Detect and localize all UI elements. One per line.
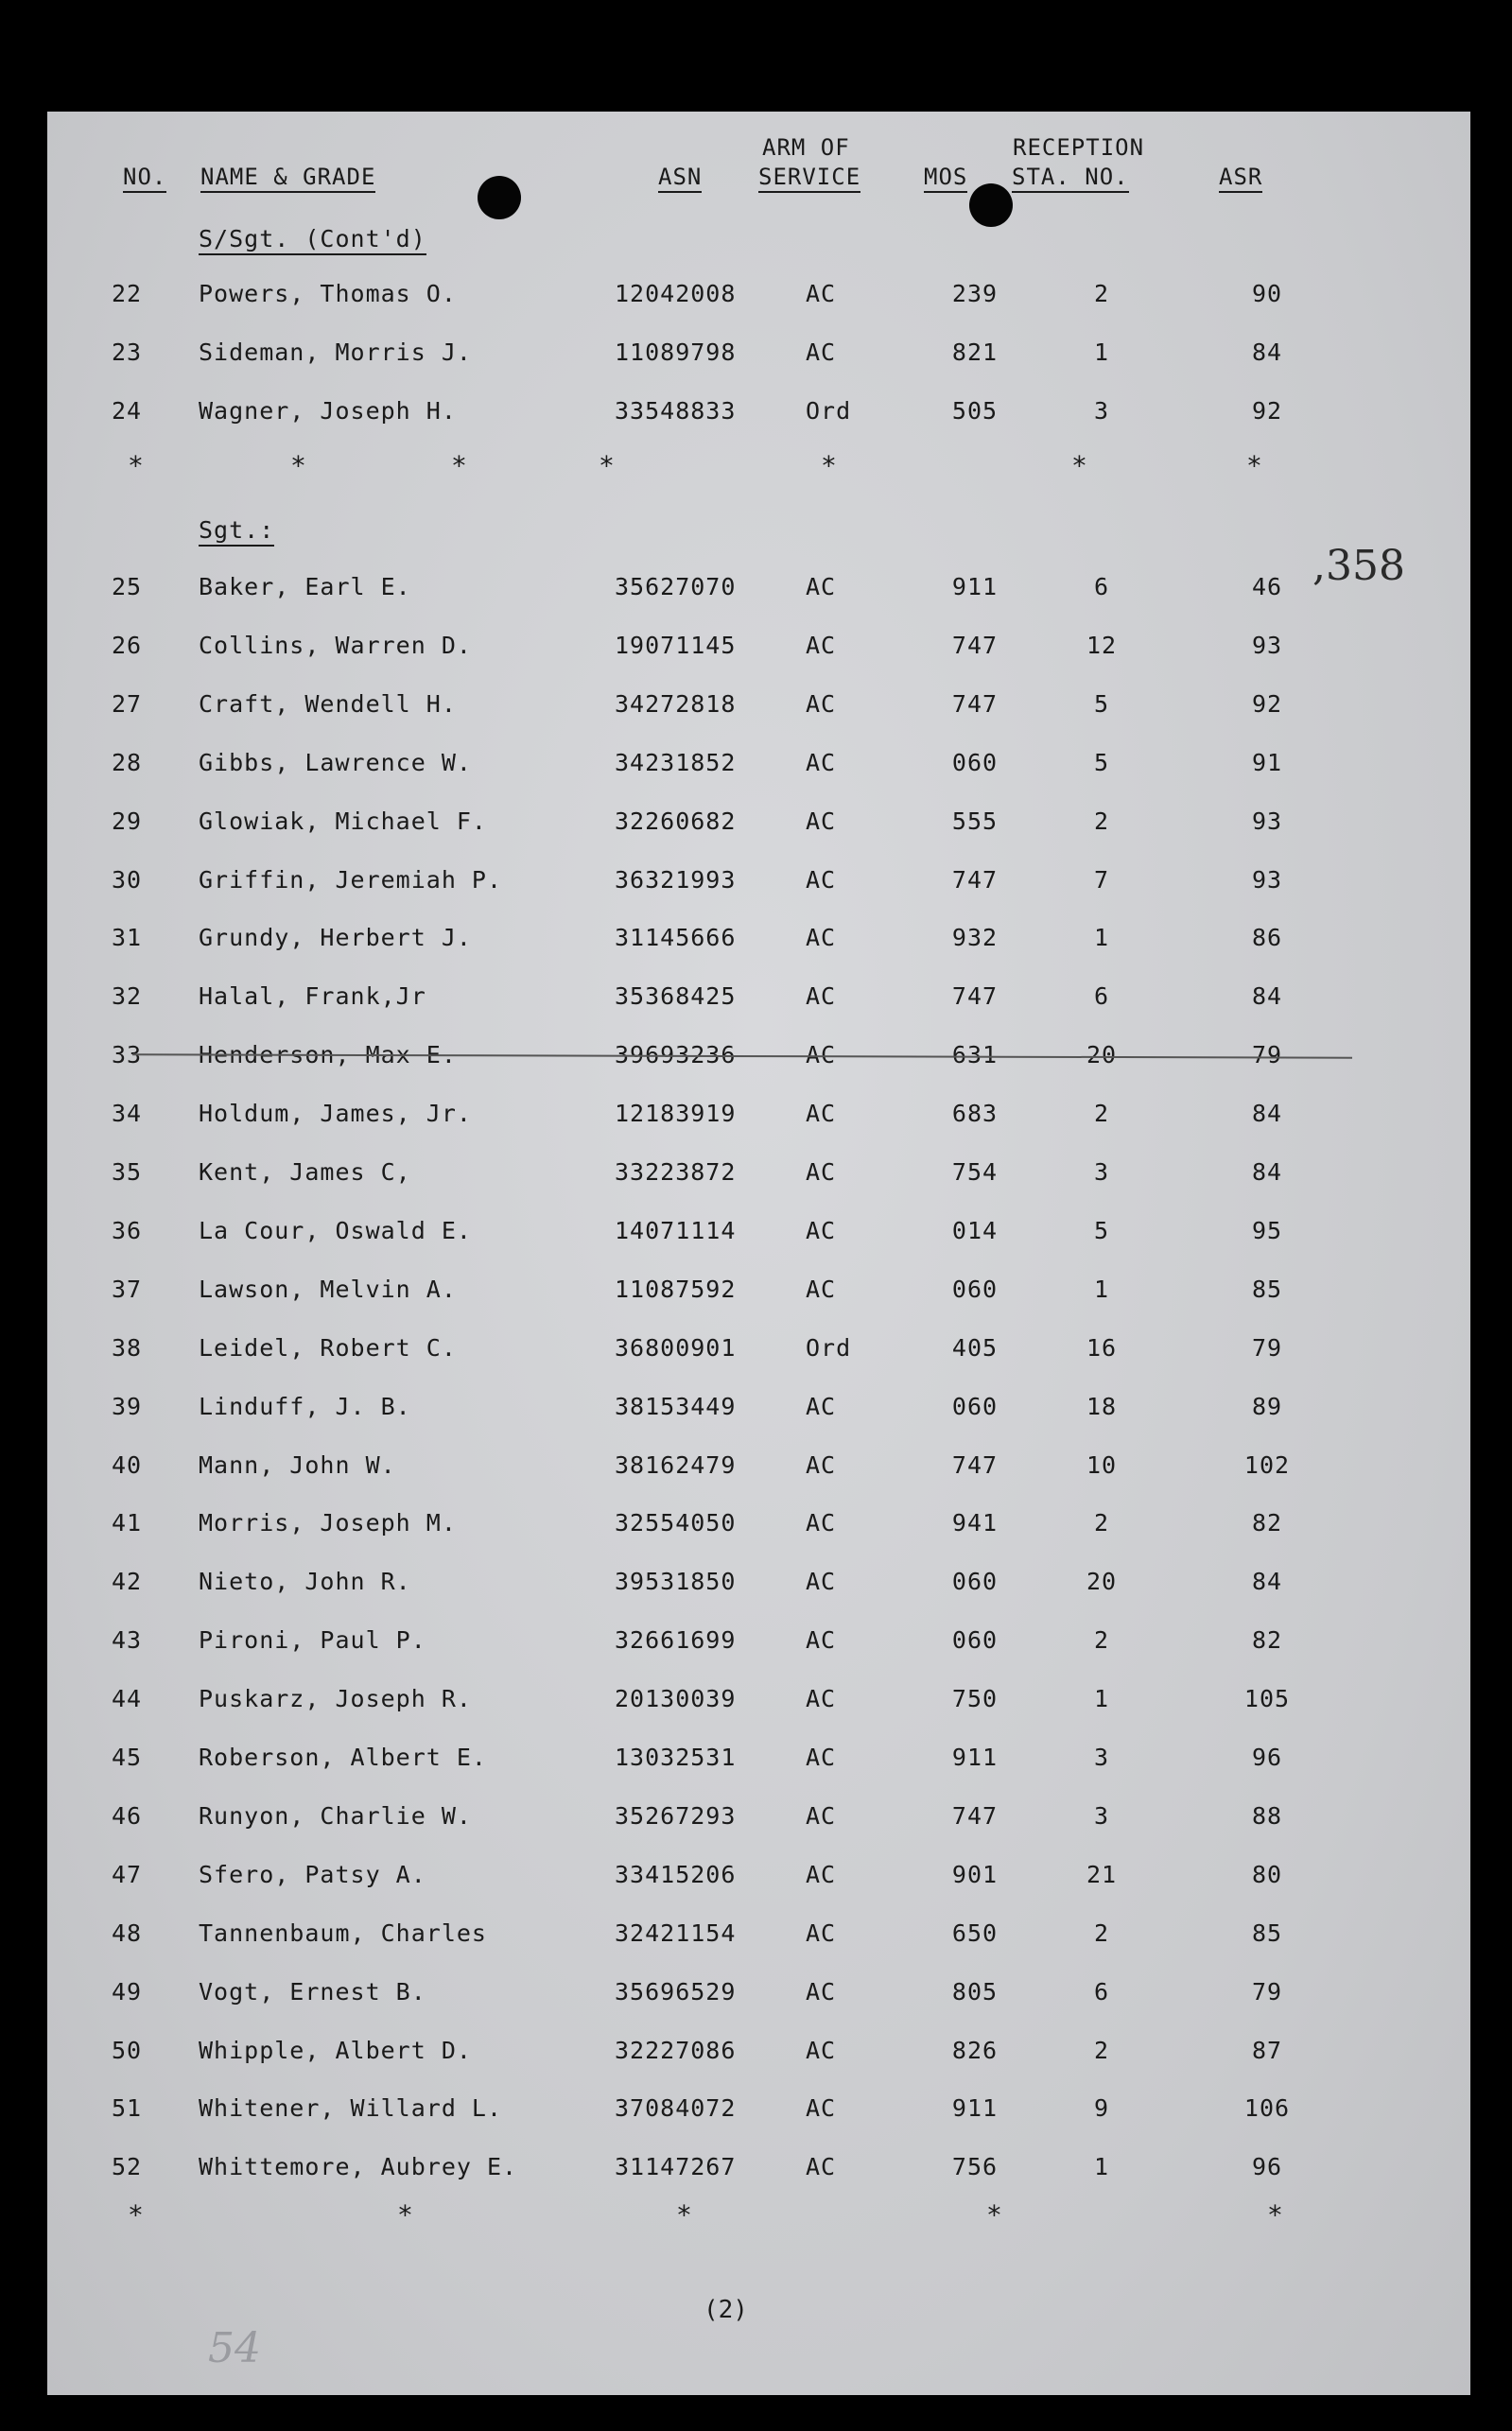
row-number: 52 [112, 2153, 143, 2181]
row-number: 46 [112, 1801, 143, 1830]
row-arm-of-service: AC [806, 1509, 837, 1537]
row-mos: 683 [951, 1100, 999, 1128]
document-page [47, 112, 1470, 2395]
row-asn: 34231852 [615, 748, 737, 776]
row-name-grade: Lawson, Melvin A. [199, 1275, 457, 1303]
row-number: 31 [112, 924, 143, 952]
row-number: 50 [112, 2036, 143, 2064]
row-asn: 31147267 [615, 2153, 737, 2181]
row-reception-station: 10 [1086, 1450, 1118, 1479]
header-reception-line1: RECEPTION [1013, 134, 1145, 161]
row-arm-of-service: AC [806, 1100, 837, 1128]
row-asn: 36800901 [615, 1333, 737, 1362]
row-number: 23 [112, 338, 143, 366]
separator-star: * [1267, 2199, 1283, 2231]
row-asr: 82 [1251, 1626, 1283, 1655]
row-arm-of-service: AC [806, 573, 837, 600]
row-name-grade: Craft, Wendell H. [199, 689, 457, 718]
header-no: NO. [123, 164, 166, 193]
row-asr: 95 [1251, 1216, 1283, 1244]
row-name-grade: Collins, Warren D. [199, 631, 472, 659]
row-asr: 79 [1251, 1333, 1283, 1362]
row-reception-station: 6 [1093, 982, 1110, 1011]
row-asr: 96 [1251, 2153, 1283, 2181]
row-arm-of-service: AC [806, 1977, 837, 2006]
row-name-grade: Whitener, Willard L. [199, 2094, 503, 2123]
row-arm-of-service: AC [806, 1041, 837, 1069]
separator-star: * [451, 450, 467, 481]
row-mos: 747 [951, 982, 999, 1011]
row-number: 32 [112, 982, 143, 1011]
row-reception-station: 3 [1093, 396, 1110, 425]
row-asn: 35696529 [615, 1977, 737, 2006]
header-arm-line1: ARM OF [762, 134, 850, 161]
row-name-grade: Powers, Thomas O. [199, 280, 457, 307]
row-number: 43 [112, 1626, 143, 1655]
row-mos: 650 [951, 1919, 999, 1947]
row-reception-station: 2 [1093, 1100, 1110, 1128]
row-arm-of-service: AC [806, 1275, 837, 1303]
row-name-grade: Glowiak, Michael F. [199, 807, 487, 835]
row-mos: 911 [951, 1744, 999, 1771]
row-number: 47 [112, 1860, 143, 1888]
row-reception-station: 2 [1093, 280, 1110, 307]
row-mos: 805 [951, 1977, 999, 2006]
header-asr: ASR [1219, 164, 1262, 193]
row-mos: 555 [951, 807, 999, 835]
row-number: 42 [112, 1568, 143, 1596]
row-mos: 405 [951, 1333, 999, 1362]
row-name-grade: Morris, Joseph M. [199, 1509, 457, 1537]
row-mos: 754 [951, 1158, 999, 1186]
row-asr: 84 [1251, 1100, 1283, 1128]
row-name-grade: Halal, Frank,Jr [199, 982, 426, 1011]
separator-star: * [986, 2199, 1002, 2231]
row-arm-of-service: AC [806, 865, 837, 894]
separator-star: * [128, 450, 144, 481]
row-asr: 79 [1251, 1041, 1283, 1069]
row-mos: 747 [951, 865, 999, 894]
row-arm-of-service: AC [806, 807, 837, 835]
row-reception-station: 7 [1093, 865, 1110, 894]
row-asn: 19071145 [615, 631, 737, 659]
row-reception-station: 6 [1093, 1977, 1110, 2006]
row-asn: 12183919 [615, 1100, 737, 1128]
row-arm-of-service: AC [806, 1450, 837, 1479]
row-reception-station: 5 [1093, 748, 1110, 776]
row-name-grade: Whittemore, Aubrey E. [199, 2153, 518, 2181]
row-asn: 11087592 [615, 1275, 737, 1303]
row-reception-station: 1 [1093, 338, 1110, 366]
row-name-grade: Baker, Earl E. [199, 573, 411, 600]
row-asn: 35267293 [615, 1801, 737, 1830]
pencil-note: 54 [208, 2324, 261, 2372]
row-reception-station: 18 [1086, 1392, 1118, 1420]
separator-star: * [1246, 450, 1262, 481]
row-mos: 911 [951, 573, 999, 600]
row-mos: 060 [951, 1275, 999, 1303]
row-arm-of-service: AC [806, 338, 837, 366]
page-number: (2) [704, 2296, 748, 2324]
row-reception-station: 2 [1093, 1919, 1110, 1947]
row-reception-station: 2 [1093, 807, 1110, 835]
row-arm-of-service: AC [806, 2094, 837, 2123]
row-reception-station: 1 [1093, 2153, 1110, 2181]
row-number: 41 [112, 1509, 143, 1537]
row-asr: 106 [1243, 2094, 1291, 2123]
row-arm-of-service: AC [806, 1685, 837, 1713]
row-asn: 11089798 [615, 338, 737, 366]
row-number: 44 [112, 1685, 143, 1713]
row-asr: 102 [1243, 1450, 1291, 1479]
row-number: 49 [112, 1977, 143, 2006]
row-asn: 37084072 [615, 2094, 737, 2123]
row-mos: 826 [951, 2036, 999, 2064]
row-number: 34 [112, 1100, 143, 1128]
separator-star: * [821, 450, 837, 481]
row-asr: 84 [1251, 982, 1283, 1011]
row-mos: 060 [951, 1392, 999, 1420]
row-asr: 93 [1251, 631, 1283, 659]
row-name-grade: Nieto, John R. [199, 1568, 411, 1596]
row-name-grade: Linduff, J. B. [199, 1392, 411, 1420]
separator-star: * [676, 2199, 692, 2231]
row-name-grade: Tannenbaum, Charles [199, 1919, 487, 1947]
row-name-grade: Whipple, Albert D. [199, 2036, 472, 2064]
row-mos: 901 [951, 1860, 999, 1888]
row-asn: 35368425 [615, 982, 737, 1011]
row-asn: 38153449 [615, 1392, 737, 1420]
row-asn: 33223872 [615, 1158, 737, 1186]
row-asr: 92 [1251, 689, 1283, 718]
row-mos: 821 [951, 338, 999, 366]
row-reception-station: 2 [1093, 2036, 1110, 2064]
row-reception-station: 3 [1093, 1744, 1110, 1771]
separator-star: * [397, 2199, 413, 2231]
row-asn: 36321993 [615, 865, 737, 894]
row-mos: 239 [951, 280, 999, 307]
row-mos: 747 [951, 689, 999, 718]
row-reception-station: 20 [1086, 1041, 1118, 1069]
header-asn: ASN [658, 164, 702, 193]
margin-page-number: ,358 [1312, 542, 1405, 590]
row-number: 22 [112, 280, 143, 307]
row-name-grade: Holdum, James, Jr. [199, 1100, 472, 1128]
row-number: 29 [112, 807, 143, 835]
row-arm-of-service: AC [806, 2036, 837, 2064]
row-arm-of-service: AC [806, 1626, 837, 1655]
row-mos: 747 [951, 631, 999, 659]
separator-star: * [1071, 450, 1087, 481]
row-asr: 105 [1243, 1685, 1291, 1713]
row-arm-of-service: AC [806, 280, 837, 307]
row-name-grade: Vogt, Ernest B. [199, 1977, 426, 2006]
row-asr: 96 [1251, 1744, 1283, 1771]
row-number: 33 [112, 1041, 143, 1069]
header-arm-line2: SERVICE [758, 164, 860, 193]
row-asr: 79 [1251, 1977, 1283, 2006]
row-number: 35 [112, 1158, 143, 1186]
row-asn: 31145666 [615, 924, 737, 952]
row-asr: 93 [1251, 865, 1283, 894]
row-number: 48 [112, 1919, 143, 1947]
row-asn: 39693236 [615, 1041, 737, 1069]
row-asn: 32554050 [615, 1509, 737, 1537]
row-asr: 86 [1251, 924, 1283, 952]
row-asn: 35627070 [615, 573, 737, 600]
row-reception-station: 3 [1093, 1158, 1110, 1186]
row-asr: 84 [1251, 1158, 1283, 1186]
section-label-sgt: Sgt.: [199, 516, 274, 547]
row-arm-of-service: Ord [806, 1333, 852, 1362]
row-number: 28 [112, 748, 143, 776]
row-asn: 32661699 [615, 1626, 737, 1655]
row-asr: 46 [1251, 573, 1283, 600]
row-name-grade: Runyon, Charlie W. [199, 1801, 472, 1830]
row-name-grade: La Cour, Oswald E. [199, 1216, 472, 1244]
row-number: 36 [112, 1216, 143, 1244]
row-mos: 750 [951, 1685, 999, 1713]
row-name-grade: Roberson, Albert E. [199, 1744, 487, 1771]
row-mos: 060 [951, 1568, 999, 1596]
row-name-grade: Henderson, Max E. [199, 1041, 457, 1069]
row-mos: 932 [951, 924, 999, 952]
row-mos: 911 [951, 2094, 999, 2123]
row-reception-station: 6 [1093, 573, 1110, 600]
row-asr: 87 [1251, 2036, 1283, 2064]
row-name-grade: Kent, James C, [199, 1158, 411, 1186]
row-asr: 93 [1251, 807, 1283, 835]
separator-star: * [290, 450, 306, 481]
row-number: 25 [112, 573, 143, 600]
row-arm-of-service: AC [806, 1568, 837, 1596]
row-asr: 88 [1251, 1801, 1283, 1830]
row-arm-of-service: AC [806, 748, 837, 776]
row-reception-station: 1 [1093, 924, 1110, 952]
row-name-grade: Grundy, Herbert J. [199, 924, 472, 952]
row-reception-station: 21 [1086, 1860, 1118, 1888]
row-number: 45 [112, 1744, 143, 1771]
row-reception-station: 12 [1086, 631, 1118, 659]
row-asn: 33415206 [615, 1860, 737, 1888]
row-asr: 92 [1251, 396, 1283, 425]
row-reception-station: 2 [1093, 1509, 1110, 1537]
row-name-grade: Sideman, Morris J. [199, 338, 472, 366]
row-asr: 82 [1251, 1509, 1283, 1537]
row-number: 40 [112, 1450, 143, 1479]
row-asr: 80 [1251, 1860, 1283, 1888]
row-reception-station: 9 [1093, 2094, 1110, 2123]
row-arm-of-service: AC [806, 1392, 837, 1420]
row-mos: 747 [951, 1450, 999, 1479]
row-mos: 060 [951, 1626, 999, 1655]
row-arm-of-service: AC [806, 631, 837, 659]
row-arm-of-service: Ord [806, 396, 852, 425]
row-asn: 20130039 [615, 1685, 737, 1713]
row-number: 27 [112, 689, 143, 718]
row-arm-of-service: AC [806, 2153, 837, 2181]
row-reception-station: 5 [1093, 1216, 1110, 1244]
row-mos: 505 [951, 396, 999, 425]
row-mos: 060 [951, 748, 999, 776]
row-asn: 38162479 [615, 1450, 737, 1479]
row-name-grade: Wagner, Joseph H. [199, 396, 457, 425]
row-asn: 32260682 [615, 807, 737, 835]
row-name-grade: Gibbs, Lawrence W. [199, 748, 472, 776]
row-asn: 34272818 [615, 689, 737, 718]
row-mos: 014 [951, 1216, 999, 1244]
row-asr: 85 [1251, 1275, 1283, 1303]
header-name-grade: NAME & GRADE [200, 164, 375, 193]
separator-star: * [599, 450, 615, 481]
row-mos: 941 [951, 1509, 999, 1537]
row-reception-station: 16 [1086, 1333, 1118, 1362]
row-asr: 90 [1251, 280, 1283, 307]
row-number: 26 [112, 631, 143, 659]
row-asn: 32421154 [615, 1919, 737, 1947]
row-arm-of-service: AC [806, 1919, 837, 1947]
row-asr: 85 [1251, 1919, 1283, 1947]
row-reception-station: 20 [1086, 1568, 1118, 1596]
row-asn: 33548833 [615, 396, 737, 425]
row-number: 51 [112, 2094, 143, 2123]
row-reception-station: 2 [1093, 1626, 1110, 1655]
row-arm-of-service: AC [806, 1216, 837, 1244]
row-name-grade: Puskarz, Joseph R. [199, 1685, 472, 1713]
row-asn: 13032531 [615, 1744, 737, 1771]
separator-star: * [128, 2199, 144, 2231]
row-name-grade: Leidel, Robert C. [199, 1333, 457, 1362]
punch-hole [478, 176, 521, 219]
row-reception-station: 3 [1093, 1801, 1110, 1830]
row-mos: 631 [951, 1041, 999, 1069]
row-arm-of-service: AC [806, 689, 837, 718]
punch-hole [969, 183, 1013, 227]
row-asn: 32227086 [615, 2036, 737, 2064]
row-arm-of-service: AC [806, 982, 837, 1011]
header-reception-line2: STA. NO. [1012, 164, 1129, 193]
row-asn: 12042008 [615, 280, 737, 307]
row-arm-of-service: AC [806, 924, 837, 952]
row-arm-of-service: AC [806, 1801, 837, 1830]
row-number: 24 [112, 396, 143, 425]
row-reception-station: 1 [1093, 1275, 1110, 1303]
row-name-grade: Mann, John W. [199, 1450, 396, 1479]
row-number: 30 [112, 865, 143, 894]
row-name-grade: Pironi, Paul P. [199, 1626, 426, 1655]
row-name-grade: Griffin, Jeremiah P. [199, 865, 503, 894]
row-arm-of-service: AC [806, 1158, 837, 1186]
row-asn: 14071114 [615, 1216, 737, 1244]
row-arm-of-service: AC [806, 1860, 837, 1888]
row-asn: 39531850 [615, 1568, 737, 1596]
row-asr: 91 [1251, 748, 1283, 776]
row-number: 37 [112, 1275, 143, 1303]
row-name-grade: Sfero, Patsy A. [199, 1860, 426, 1888]
row-asr: 84 [1251, 1568, 1283, 1596]
row-mos: 756 [951, 2153, 999, 2181]
row-reception-station: 1 [1093, 1685, 1110, 1713]
row-asr: 84 [1251, 338, 1283, 366]
section-label-ssgt: S/Sgt. (Cont'd) [199, 225, 426, 255]
row-mos: 747 [951, 1801, 999, 1830]
row-number: 38 [112, 1333, 143, 1362]
row-reception-station: 5 [1093, 689, 1110, 718]
row-number: 39 [112, 1392, 143, 1420]
header-mos: MOS [924, 164, 967, 193]
row-arm-of-service: AC [806, 1744, 837, 1771]
row-asr: 89 [1251, 1392, 1283, 1420]
